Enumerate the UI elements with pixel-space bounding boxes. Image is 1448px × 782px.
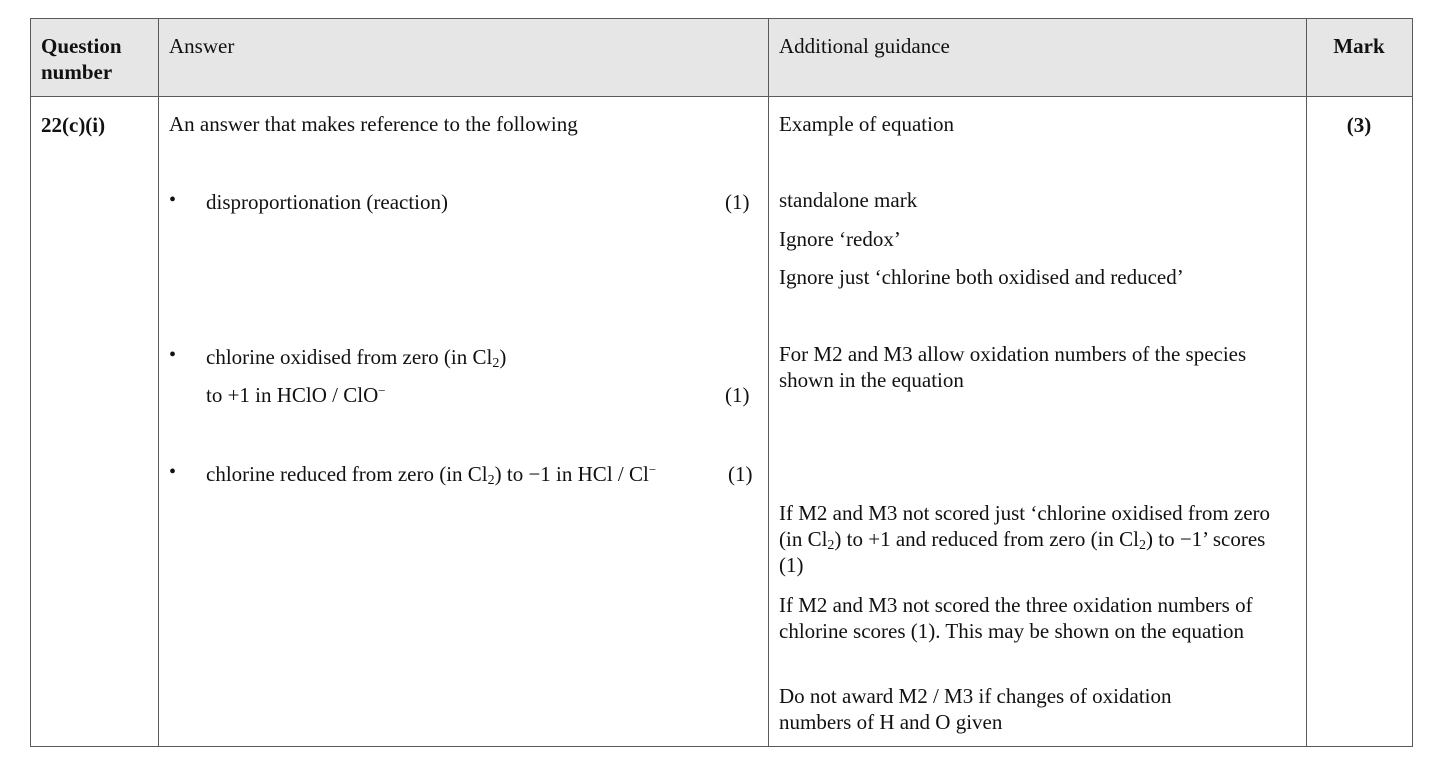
guidance-ignore-redox: Ignore ‘redox’ [779,227,901,251]
answer-point-2-mark: (1) [725,383,750,407]
answer-point-2-line1: chlorine oxidised from zero (in $Cl_2$) [206,345,507,371]
column-divider [158,19,159,746]
answer-point-1: disproportionation (reaction) [206,190,449,214]
guidance-oxidation-numbers: For M2 and M3 allow oxidation numbers of the species shown in the equation [779,342,1247,392]
header-question-number: Question number [41,34,122,84]
header-mark: Mark [1333,34,1385,58]
question-number: 22(c)(i) [41,113,106,137]
guidance-equation-note: Example of equation [779,112,954,136]
guidance-m2-m3-alternative: If M2 and M3 not scored just ‘chlorine oxidised from zero (in $Cl_2$) to +1 and reduced from zero (in $Cl_2$) to −1’ scores (1) [779,501,1271,577]
bullet-icon: • [169,189,177,211]
answer-point-2-line2: to +1 in HClO / ClO− [206,383,386,407]
answer-point-3: chlorine reduced from zero (in $Cl_2$) to −1 in HCl / Cl− [206,462,657,488]
guidance-three-oxidation-numbers: If M2 and M3 not scored the three oxidation numbers of chlorine scores (1). This may be shown on the equation [779,593,1253,643]
bullet-icon: • [169,461,177,483]
header-answer: Answer [169,34,235,58]
guidance-ignore-both: Ignore just ‘chlorine both oxidised and reduced’ [779,265,1184,289]
table-header-row [31,19,1412,97]
header-additional-guidance: Additional guidance [779,34,950,58]
answer-point-1-mark: (1) [725,190,750,214]
total-mark: (3) [1346,113,1372,137]
bullet-icon: • [169,344,177,366]
answer-point-3-mark: (1) [728,462,753,486]
column-divider [768,19,769,746]
guidance-standalone: standalone mark [779,188,918,212]
mark-scheme-table [30,18,1413,747]
answer-intro: An answer that makes reference to the following [169,112,578,136]
guidance-do-not-award: Do not award M2 / M3 if changes of oxidation numbers of H and O given [779,684,1172,734]
